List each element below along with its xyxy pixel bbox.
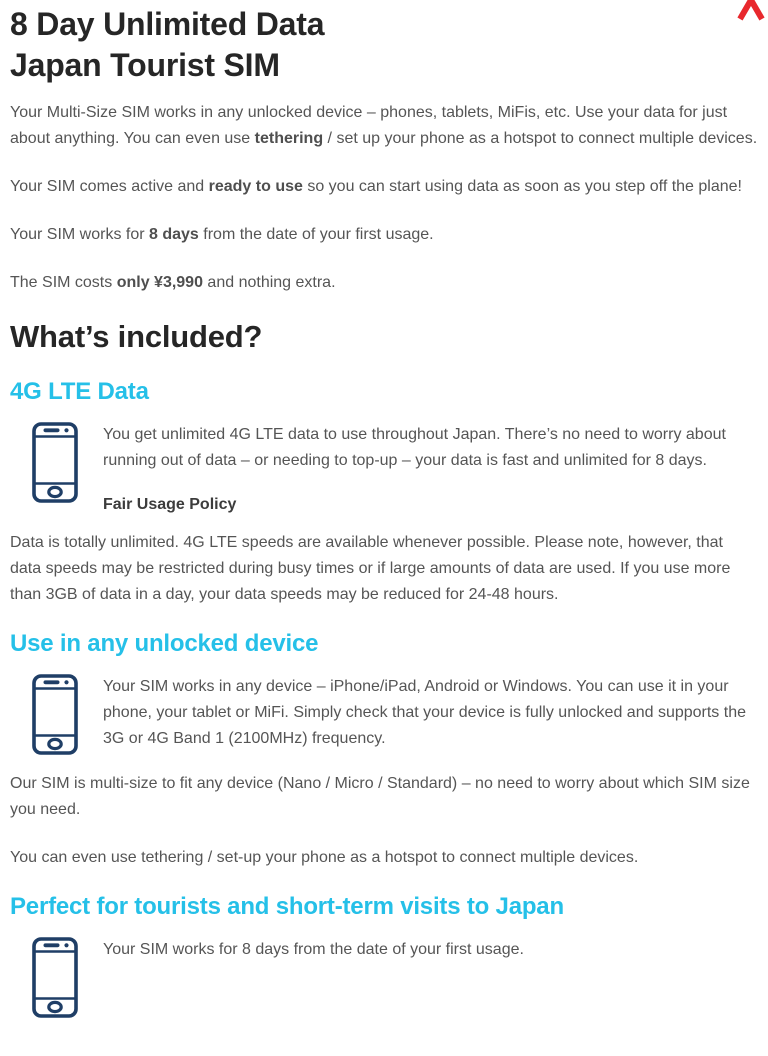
intro-text: so you can start using data as soon as you step off the plane!	[302, 178, 742, 195]
media-text: Your SIM works in any device – iPhone/iPad, Android or Windows. You can use it in your phone, your tablet or MiFi. Simply check that your device is fully unlocked and supports the 3G or 4G Band 1 (2100MHz) frequency.	[103, 678, 746, 747]
page-title-line1: 8 Day Unlimited Data	[10, 6, 325, 42]
close-icon	[737, 0, 765, 21]
intro-bold: only ¥3,990	[116, 274, 203, 291]
intro-text: Your Multi-Size SIM works in any unlocked device – phones, tablets, MiFis, etc. Use your data for just about anything. You can even use	[10, 104, 728, 147]
section-paragraph: Our SIM is multi-size to fit any device (Nano / Micro / Standard) – no need to worry about which SIM size you need.	[10, 775, 750, 818]
media-block	[10, 674, 758, 755]
fair-usage-policy-subheading: Fair Usage Policy	[103, 496, 237, 513]
smartphone-icon	[32, 937, 78, 1018]
intro-paragraph	[10, 270, 758, 296]
section-heading: Perfect for tourists and short-term visits to Japan	[10, 893, 564, 920]
media-block	[10, 422, 758, 518]
page-title	[10, 4, 758, 86]
section-heading: Use in any unlocked device	[10, 630, 319, 657]
intro-bold: ready to use	[208, 178, 303, 195]
intro-text: and nothing extra.	[202, 274, 336, 291]
whats-included-heading: What’s included?	[10, 319, 263, 354]
smartphone-icon	[32, 674, 78, 755]
intro-text: Your SIM comes active and	[10, 178, 209, 195]
media-text: You get unlimited 4G LTE data to use throughout Japan. There’s no need to worry about running out of data – or needing to top-up – your data is fast and unlimited for 8 days.	[103, 426, 726, 469]
section-heading: 4G LTE Data	[10, 378, 149, 405]
close-button[interactable]	[737, 0, 765, 21]
media-body	[103, 422, 758, 518]
section-paragraph: Data is totally unlimited. 4G LTE speeds are available whenever possible. Please note, however, that data speeds may be restricted during busy times or if large amounts of data are used. If you use more than 3GB of data in a day, your data speeds may be reduced for 24-48 hours.	[10, 534, 731, 603]
intro-bold: 8 days	[149, 226, 199, 243]
media-body	[103, 674, 758, 752]
intro-text: from the date of your first usage.	[198, 226, 434, 243]
media-body	[103, 937, 758, 963]
intro-bold: tethering	[254, 130, 324, 147]
intro-text: / set up your phone as a hotspot to connect multiple devices.	[323, 130, 758, 147]
intro-paragraph	[10, 100, 758, 152]
page-title-line2: Japan Tourist SIM	[10, 47, 280, 83]
smartphone-icon	[32, 422, 78, 503]
intro-paragraph	[10, 222, 758, 248]
media-text: Your SIM works for 8 days from the date of your first usage.	[103, 941, 524, 958]
section-4g-lte-data	[10, 378, 758, 608]
intro-paragraph	[10, 174, 758, 200]
section-perfect-for-tourists	[10, 893, 758, 1018]
section-paragraph: You can even use tethering / set-up your phone as a hotspot to connect multiple devices.	[10, 849, 639, 866]
intro-text: The SIM costs	[10, 274, 117, 291]
media-block	[10, 937, 758, 1018]
intro-text: Your SIM works for	[10, 226, 150, 243]
section-unlocked-device	[10, 630, 758, 871]
